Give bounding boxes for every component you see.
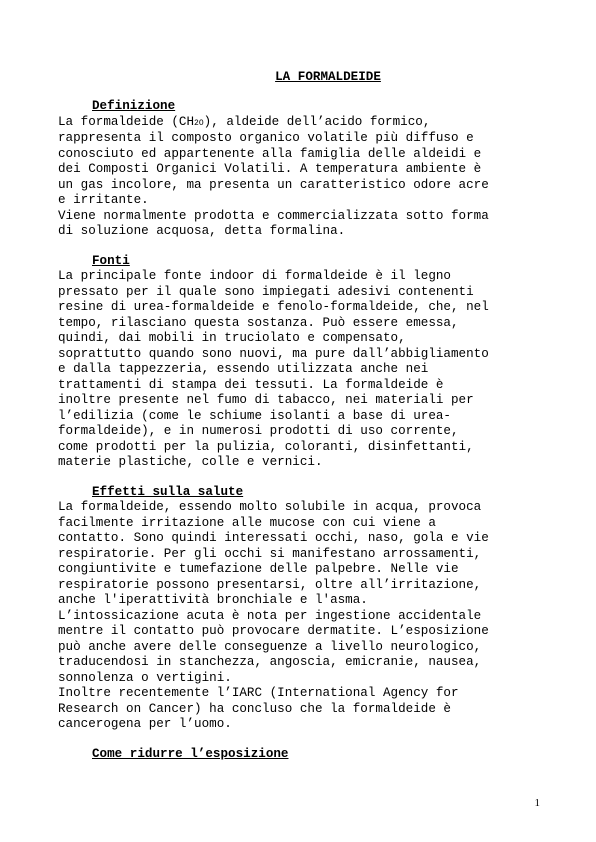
document-title: LA FORMALDEIDE	[275, 70, 381, 84]
page-number: 1	[534, 797, 540, 809]
paragraph	[58, 115, 558, 209]
section-heading: Fonti	[92, 253, 130, 268]
paragraph: Inoltre recentemente l’IARC (International Agency for Research on Cancer) ha concluso che la formaldeide è cancerogena per l’uomo.	[58, 686, 459, 731]
section-heading: Come ridurre l’esposizione	[92, 746, 289, 761]
paragraph-text: La formaldeide (CH	[58, 114, 195, 129]
section-fonti	[58, 254, 558, 471]
section-come-ridurre	[58, 747, 558, 763]
section-definizione	[58, 99, 558, 240]
paragraph-text: ), aldeide dell’acido formico, rappresenta il composto organico volatile più diffuso e conosciuto ed appartenente alla famiglia delle aldeidi e dei Composti Organici Volatili. A temperatura ambiente è un gas incolore, ma presenta un caratteristico odore acre e irritante.	[58, 114, 489, 207]
paragraph: La formaldeide, essendo molto solubile in acqua, provoca facilmente irritazione alle mucose con cui viene a contatto. Sono quindi interessati occhi, naso, gola e vie respiratorie. Per gli occhi si manifestano arrossamenti, congiuntivite e tumefazione delle palpebre. Nelle vie respiratorie possono presentarsi, oltre all’irritazione, anche l'iperattività bronchiale e l'asma.	[58, 500, 489, 607]
paragraph: La principale fonte indoor di formaldeide è il legno pressato per il quale sono impiegati adesivi contenenti resine di urea-formaldeide e fenolo-formaldeide, che, nel tempo, rilasciano questa sostanza. Può essere emessa, quindi, dai mobili in truciolato e compensato, soprattutto quando sono nuovi, ma pure dall’abbigliamento e dalla tappezzeria, essendo utilizzata anche nei trattamenti di stampa dei tessuti. La formaldeide è inoltre presente nel fumo di tabacco, nei materiali per l’edilizia (come le schiume isolanti a base di urea- formaldeide), e in numerosi prodotti di uso corrente, come prodotti per la pulizia, coloranti, disinfettanti, materie plastiche, colle e vernici.	[58, 269, 489, 469]
paragraph: Viene normalmente prodotta e commercializzata sotto forma di soluzione acquosa, detta formalina.	[58, 208, 489, 238]
chemical-subscript: 2O	[194, 118, 204, 128]
section-effetti-sulla-salute	[58, 485, 558, 733]
section-heading: Effetti sulla salute	[92, 484, 244, 499]
document-page	[58, 70, 558, 776]
section-heading: Definizione	[92, 99, 176, 113]
paragraph: L’intossicazione acuta è nota per ingestione accidentale mentre il contatto può provocare dermatite. L’esposizione può anche avere delle conseguenze a livello neurologico, traducendosi in stanchezza, angoscia, emicranie, nausea, sonnolenza o vertigini.	[58, 608, 489, 685]
